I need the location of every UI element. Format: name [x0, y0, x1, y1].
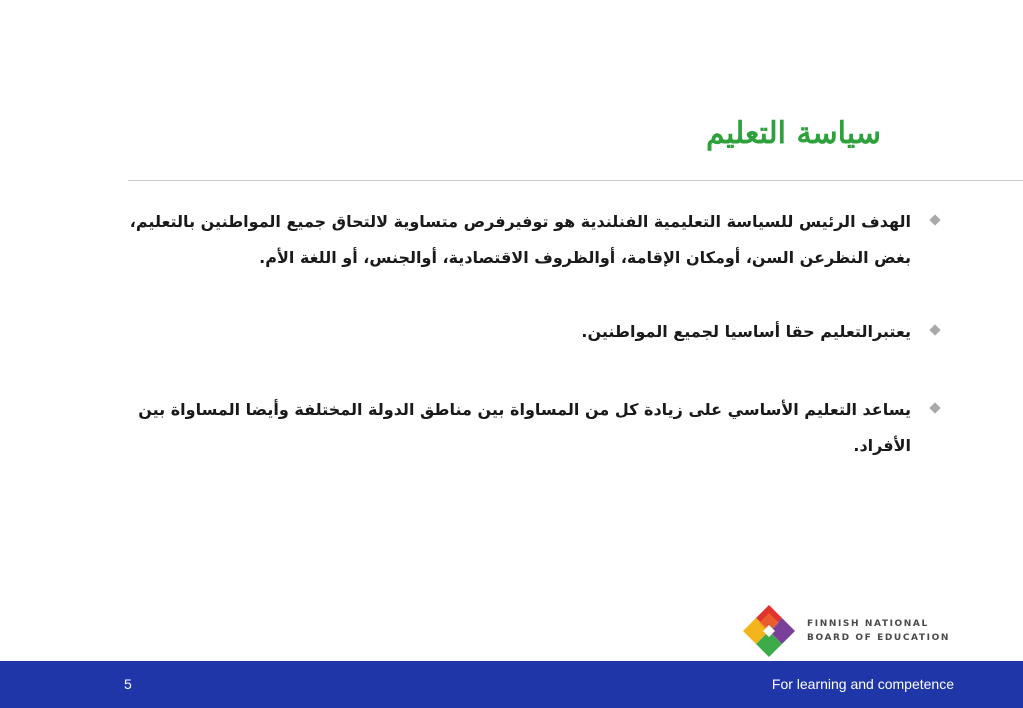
footer-tagline: For learning and competence [771, 676, 954, 692]
bullet-list [121, 204, 941, 464]
bullet-item [121, 204, 941, 276]
bullet-item [121, 392, 941, 464]
diamond-bullet-icon [929, 214, 940, 225]
logo-wordmark [807, 617, 950, 645]
diamond-bullet-icon [929, 324, 940, 335]
title-divider [128, 180, 1023, 181]
bullet-text: يعتبرالتعليم حقا أساسيا لجميع المواطنين. [581, 322, 911, 341]
slide-title: سياسة التعليم [706, 116, 881, 151]
logo-line-1: FINNISH NATIONAL [807, 619, 929, 629]
bullet-text: يساعد التعليم الأساسي على زيادة كل من المساواة بين مناطق الدولة المختلفة وأيضا المساواة بين الأفراد. [138, 400, 911, 455]
footer-bar [0, 661, 1023, 708]
bullet-item [121, 314, 941, 350]
page-number: 5 [124, 676, 132, 692]
organization-logo [741, 603, 961, 659]
colored-diamond-logo-icon [741, 603, 797, 659]
diamond-bullet-icon [929, 402, 940, 413]
logo-line-2: BOARD OF EDUCATION [807, 633, 950, 643]
bullet-text: الهدف الرئيس للسياسة التعليمية الفنلندية هو توفيرفرص متساوية لالتحاق جميع المواطنين بالتعليم، بغض النظرعن السن، أومكان الإقامة، أوالظروف الاقتصادية، أوالجنس، أو اللغة الأم. [129, 212, 911, 267]
